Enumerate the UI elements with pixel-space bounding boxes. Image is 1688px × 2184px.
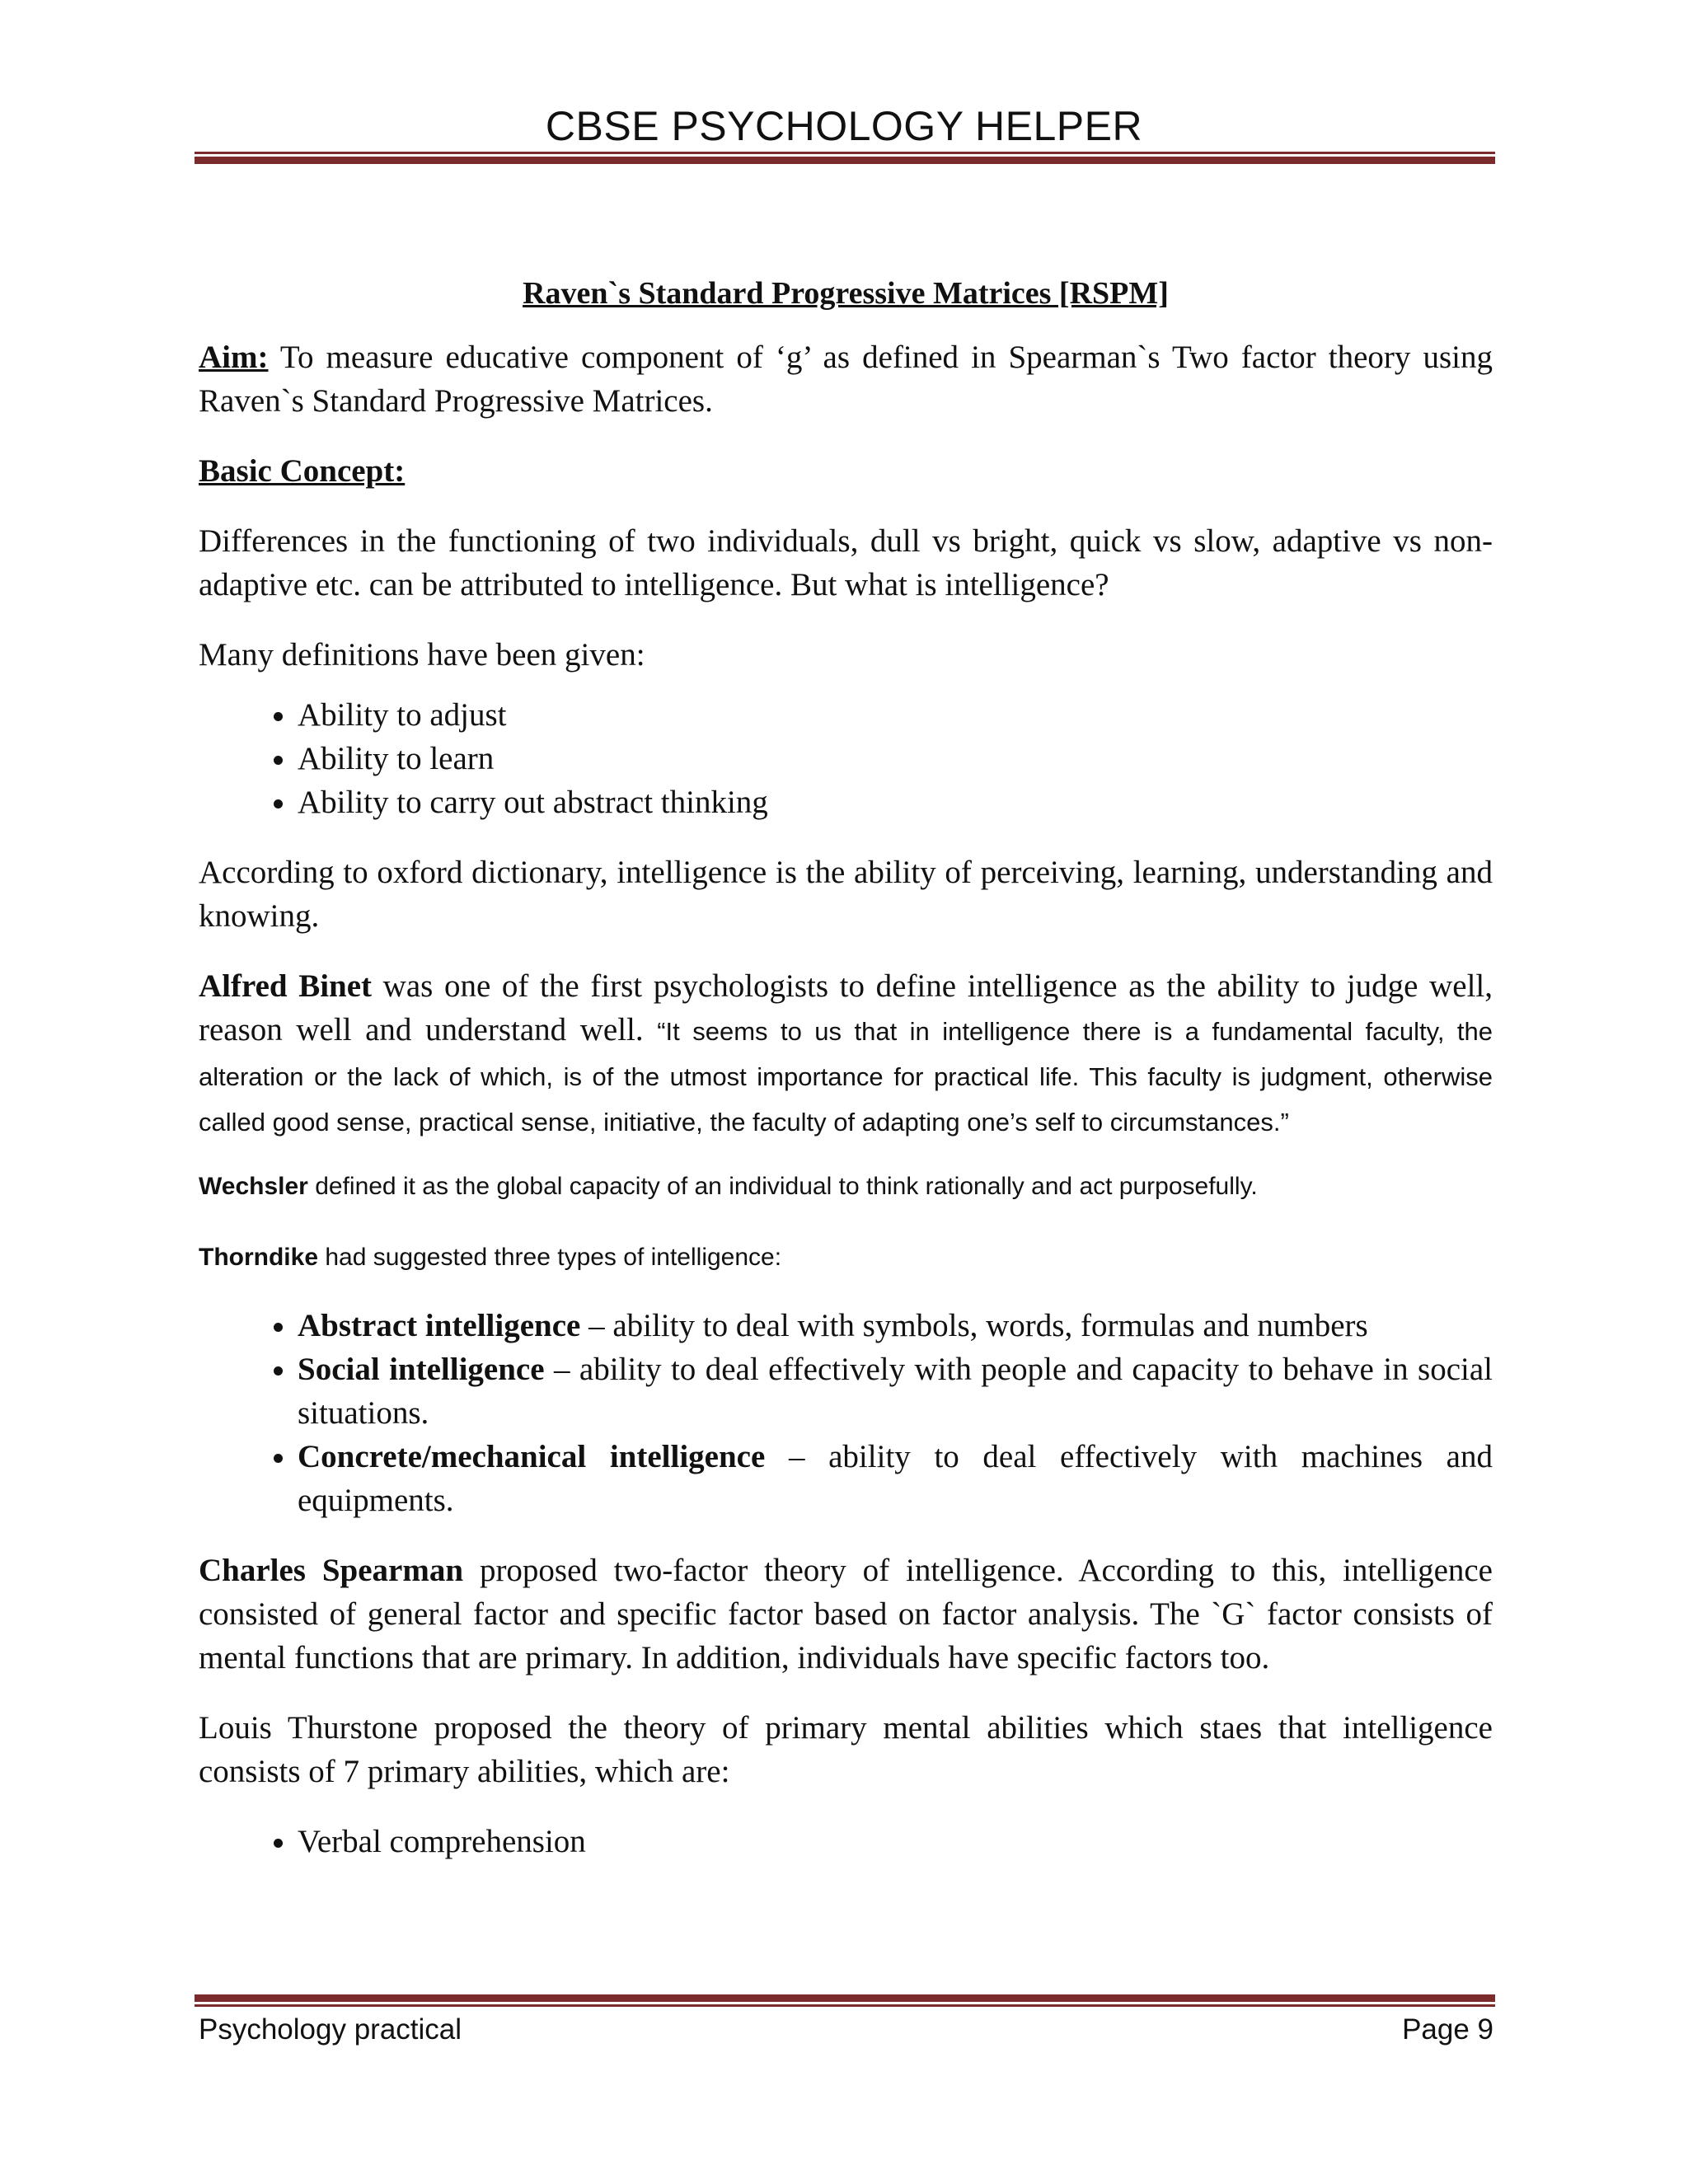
intelligence-type-desc: – ability to deal effectively with people and capacity to behave in social situations. bbox=[298, 1352, 1493, 1431]
thorndike-paragraph bbox=[199, 1241, 1493, 1274]
thurstone-list bbox=[199, 1820, 1493, 1863]
aim-paragraph bbox=[199, 335, 1493, 423]
page-number: Page 9 bbox=[1402, 2013, 1493, 2046]
footer-divider-thin bbox=[195, 2004, 1495, 2007]
binet-quote: “It seems to us that in intelligence there is a fundamental faculty, the alteration or the lack of which, is of the utmost importance for practical life. This faculty is judgment, otherwise called good sense, practical sense, initiative, the faculty of adapting one’s self to circumstances.” bbox=[199, 1017, 1493, 1137]
intelligence-type-term: Abstract intelligence bbox=[298, 1308, 581, 1343]
thorndike-text: had suggested three types of intelligence: bbox=[318, 1244, 782, 1271]
binet-paragraph bbox=[199, 964, 1493, 1144]
list-item bbox=[298, 1435, 1493, 1522]
intelligence-type-term: Social intelligence bbox=[298, 1352, 545, 1387]
wechsler-paragraph bbox=[199, 1170, 1493, 1203]
list-item bbox=[298, 1304, 1493, 1347]
thorndike-name: Thorndike bbox=[199, 1244, 319, 1271]
spearman-paragraph bbox=[199, 1549, 1493, 1680]
wechsler-name: Wechsler bbox=[199, 1173, 308, 1200]
basic-concept-label: Basic Concept: bbox=[199, 453, 406, 489]
aim-label: Aim: bbox=[199, 340, 269, 375]
definitions-intro: Many definitions have been given: bbox=[199, 637, 645, 673]
footer-divider bbox=[195, 1994, 1495, 2007]
definitions-list bbox=[199, 693, 1493, 824]
list-item: • Ability to adjust bbox=[298, 693, 1493, 737]
header-divider bbox=[195, 152, 1495, 164]
intelligence-type-desc: – ability to deal with symbols, words, formulas and numbers bbox=[580, 1308, 1368, 1343]
differences-paragraph: Differences in the functioning of two individuals, dull vs bright, quick vs slow, adaptive vs non-adaptive etc. can be attributed to intelligence. But what is intelligence? bbox=[199, 523, 1493, 602]
thorndike-list bbox=[199, 1304, 1493, 1522]
basic-concept-heading bbox=[199, 449, 1493, 493]
intelligence-type-term: Concrete/mechanical intelligence bbox=[298, 1439, 766, 1474]
list-item: • Ability to carry out abstract thinking bbox=[298, 780, 1493, 824]
spearman-name: Charles Spearman bbox=[199, 1553, 464, 1588]
list-item bbox=[298, 1347, 1493, 1435]
page-header-title: CBSE PSYCHOLOGY HELPER bbox=[545, 103, 1143, 149]
footer-left-text: Psychology practical bbox=[199, 2013, 462, 2046]
list-item: • Verbal comprehension bbox=[298, 1820, 1493, 1863]
wechsler-text: defined it as the global capacity of an individual to think rationally and act purposefully. bbox=[307, 1173, 1258, 1200]
binet-text: was one of the first psychologists to define intelligence as the ability to judge well, reason well and understand well. bbox=[199, 968, 1493, 1047]
thurstone-paragraph: Louis Thurstone proposed the theory of primary mental abilities which staes that intelligence consists of 7 primary abilities, which are: bbox=[199, 1710, 1493, 1789]
spearman-text: proposed two-factor theory of intelligence. According to this, intelligence consisted of general factor and specific factor based on factor analysis. The `G` factor consists of mental functions that are primary. In addition, individuals have specific factors too. bbox=[199, 1553, 1493, 1675]
aim-text: To measure educative component of ‘g’ as defined in Spearman`s Two factor theory using Raven`s Standard Progressive Matrices. bbox=[199, 340, 1493, 419]
list-item: • Ability to learn bbox=[298, 737, 1493, 780]
footer-divider-thick bbox=[195, 1994, 1495, 2002]
intelligence-type-desc: – ability to deal effectively with machines and equipments. bbox=[298, 1439, 1493, 1518]
document-body bbox=[199, 272, 1493, 1890]
oxford-paragraph: According to oxford dictionary, intelligence is the ability of perceiving, learning, understanding and knowing. bbox=[199, 855, 1493, 934]
header-divider-thick bbox=[195, 157, 1495, 164]
document-title: Raven`s Standard Progressive Matrices [RSPM] bbox=[523, 276, 1169, 311]
binet-name: Alfred Binet bbox=[199, 968, 373, 1004]
